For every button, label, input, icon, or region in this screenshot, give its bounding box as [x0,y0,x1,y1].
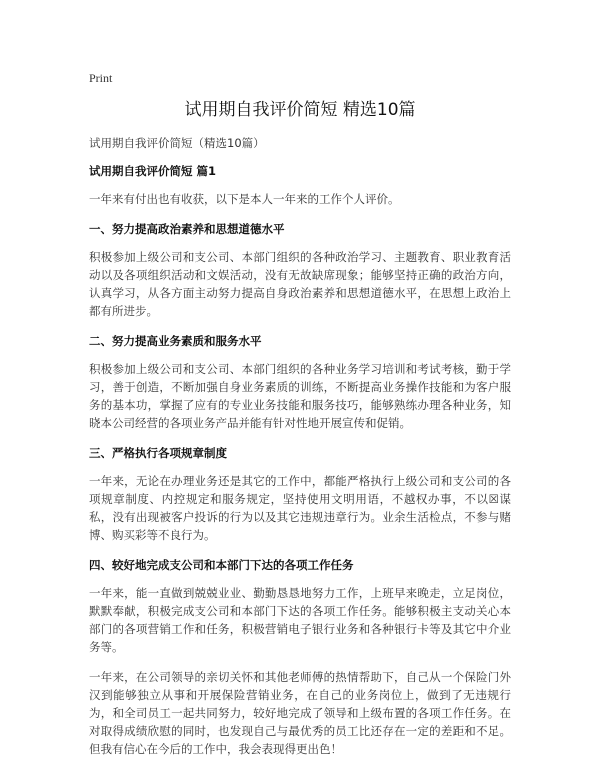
heading-4: 四、较好地完成支公司和本部门下达的各项工作任务 [89,558,354,572]
print-link[interactable]: Print [89,71,113,85]
paragraph-3: 一年来，无论在办理业务还是其它的工作中，都能严格执行上级公司和支公司的各项规章制度、内控规定和服务规定，坚持使用文明用语，不越权办事，不以☒谋私，没有出现被客户投诉的行为以及其它违规违章行为。业余生活检点，不参与赌博、购买彩等不良行为。 [89,474,511,542]
heading-2: 二、努力提高业务素质和服务水平 [89,334,262,348]
paragraph-2: 积极参加上级公司和支公司、本部门组织的各种业务学习培训和考试考核，勤于学习，善于创造，不断加强自身业务素质的训练，不断提高业务操作技能和为客户服务的基本功，掌握了应有的专业业务技能和服务技巧，能够熟练办理各种业务，知晓本公司经营的各项业务产品并能有针对性地开展宣传和促销。 [89,362,511,430]
paragraph-5: 一年来，在公司领导的亲切关怀和其他老师傅的热情帮助下，自己从一个保险门外汉到能够独立从事和开展保险营销业务，在自己的业务岗位上，做到了无违规行为，和全司员工一起共同努力，较好地完成了领导和上级布置的各项工作任务。在对取得成绩欣慰的同时，也发现自己与最优秀的员工比还存在一定的差距和不足。但我有信心在今后的工作中，我会表现得更出色！ [89,670,511,756]
paragraph-1: 积极参加上级公司和支公司、本部门组织的各种政治学习、主题教育、职业教育活动以及各项组织活动和文娱活动，没有无故缺席现象；能够坚持正确的政治方向，认真学习，从各方面主动努力提高自身政治素养和思想道德水平，在思想上政治上都有所进步。 [89,250,511,318]
heading-3: 三、严格执行各项规章制度 [89,446,227,460]
document-subtitle: 试用期自我评价简短（精选10篇） [89,136,265,150]
heading-1: 一、努力提高政治素养和思想道德水平 [89,222,285,236]
document-title: 试用期自我评价简短 精选10篇 [184,100,416,120]
section-title: 试用期自我评价简短 篇1 [89,164,217,178]
intro-paragraph: 一年来有付出也有收获，以下是本人一年来的工作个人评价。 [89,192,400,206]
paragraph-4: 一年来，能一直做到兢兢业业、勤勤恳恳地努力工作，上班早来晚走，立足岗位，默默奉献，积极完成支公司和本部门下达的各项工作任务。能够积极主支动关心本部门的各项营销工作和任务，积极营销电子银行业务和各种银行卡等及其它中介业务等。 [89,586,511,654]
